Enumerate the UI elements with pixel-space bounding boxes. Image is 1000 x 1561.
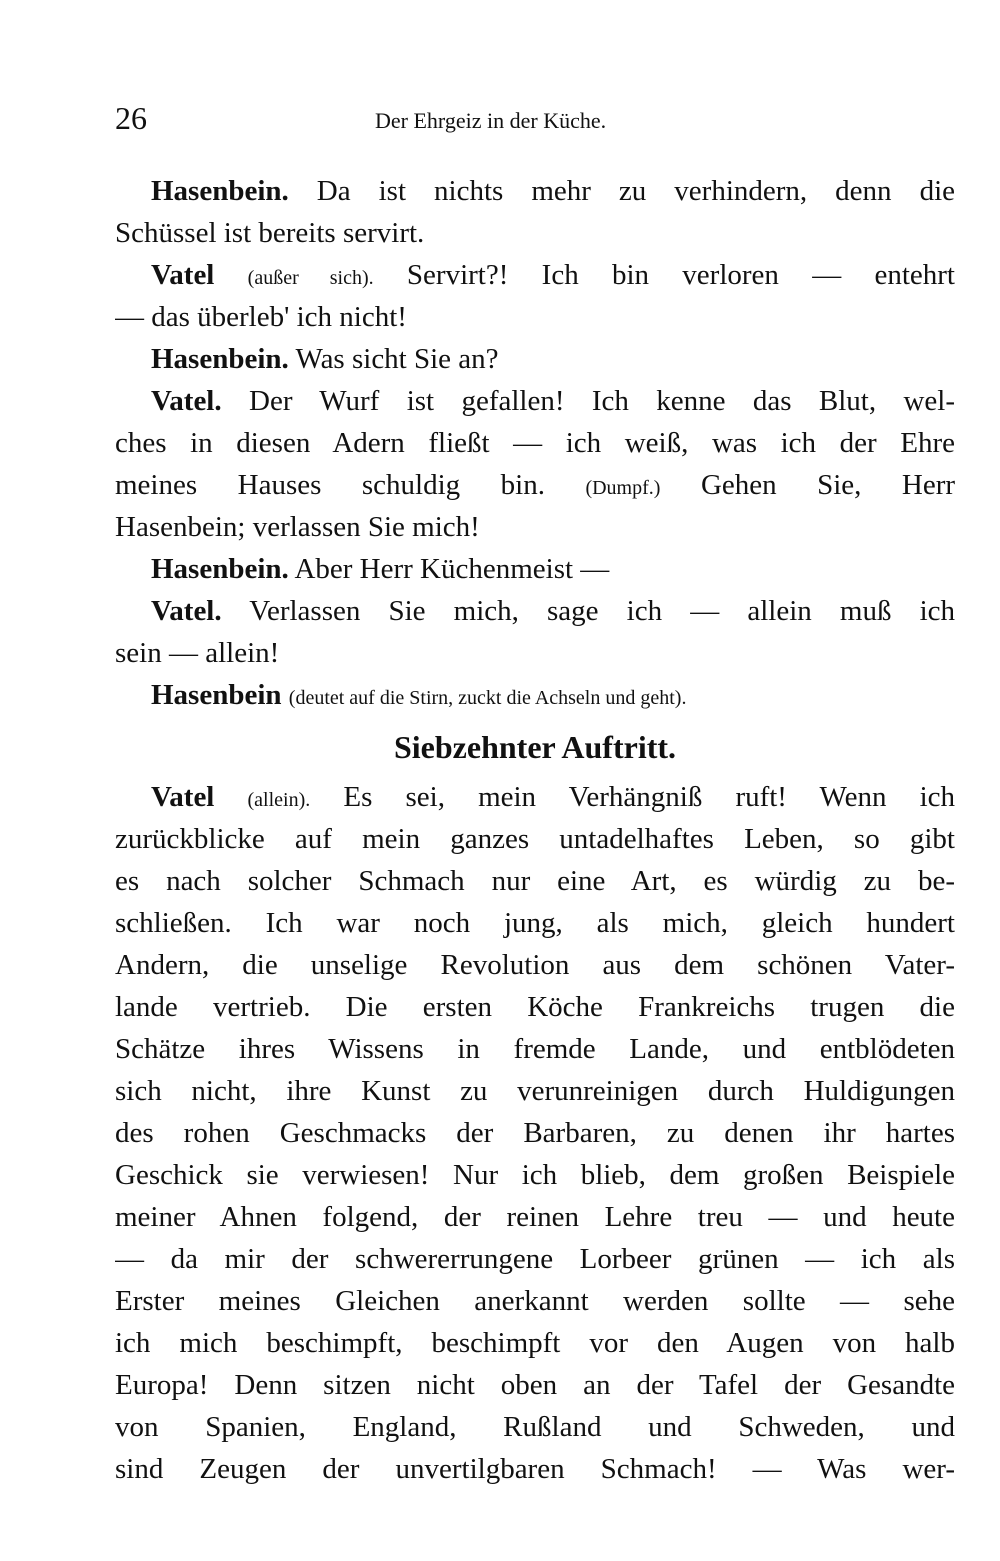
text-line bbox=[115, 1070, 955, 1112]
line-text: Was sicht Sie an? bbox=[295, 343, 499, 375]
speaker-name: Hasenbein. bbox=[151, 553, 289, 585]
line-text: meines Hauses schuldig bin. bbox=[115, 469, 545, 501]
text-line bbox=[115, 1406, 955, 1448]
text-line bbox=[115, 464, 955, 506]
line-text: Geschick sie verwiesen! Nur ich blieb, dem großen Beispiele bbox=[115, 1159, 955, 1191]
line-text: zurückblicke auf mein ganzes untadelhaftes Leben, so gibt bbox=[115, 823, 955, 855]
text-line bbox=[115, 1112, 955, 1154]
text-line bbox=[115, 1154, 955, 1196]
line-text: Es sei, mein Verhängniß ruft! Wenn ich bbox=[343, 781, 955, 813]
stage-direction: (deutet auf die Stirn, zuckt die Achseln und geht). bbox=[288, 687, 687, 709]
text-line bbox=[115, 986, 955, 1028]
text-line bbox=[115, 944, 955, 986]
speaker-name: Hasenbein. bbox=[151, 343, 289, 375]
line-text: Der Wurf ist gefallen! Ich kenne das Blut, wel- bbox=[249, 385, 955, 417]
line-text: Gehen Sie, Herr bbox=[700, 469, 955, 501]
text-line bbox=[115, 422, 955, 464]
speaker-name: Hasenbein bbox=[151, 679, 282, 711]
text-line bbox=[115, 776, 955, 818]
line-text: Aber Herr Küchenmeist — bbox=[294, 553, 610, 585]
line-text: ches in diesen Adern fließt — ich weiß, was ich der Ehre bbox=[115, 427, 955, 459]
line-text: sind Zeugen der unvertilgbaren Schmach! — Was wer- bbox=[115, 1453, 955, 1485]
text-line bbox=[115, 590, 955, 632]
speaker-name: Vatel. bbox=[151, 385, 222, 417]
line-text: Europa! Denn sitzen nicht oben an der Tafel der Gesandte bbox=[115, 1369, 955, 1401]
line-text: meiner Ahnen folgend, der reinen Lehre treu — und heute bbox=[115, 1201, 955, 1233]
page-header bbox=[115, 100, 955, 148]
text-line bbox=[115, 254, 955, 296]
text-line bbox=[115, 632, 955, 674]
line-text: Andern, die unselige Revolution aus dem schönen Vater- bbox=[115, 949, 955, 981]
line-text: Da ist nichts mehr zu verhindern, denn die bbox=[316, 175, 955, 207]
line-text: — da mir der schwererrungene Lorbeer grünen — ich als bbox=[115, 1243, 955, 1275]
text-line bbox=[115, 170, 955, 212]
line-text: des rohen Geschmacks der Barbaren, zu denen ihr hartes bbox=[115, 1117, 955, 1149]
line-text: schließen. Ich war noch jung, als mich, gleich hundert bbox=[115, 907, 955, 939]
text-line bbox=[115, 1238, 955, 1280]
line-text: Erster meines Gleichen anerkannt werden sollte — sehe bbox=[115, 1285, 955, 1317]
stage-direction: (außer sich). bbox=[247, 267, 374, 289]
text-line bbox=[115, 212, 955, 254]
text-line bbox=[115, 1322, 955, 1364]
line-text: Schüssel ist bereits servirt. bbox=[115, 217, 425, 249]
text-line bbox=[115, 506, 955, 548]
stage-direction: (allein). bbox=[247, 789, 311, 811]
speaker-name: Vatel bbox=[151, 781, 215, 813]
stage-direction: (Dumpf.) bbox=[585, 477, 661, 499]
text-line bbox=[115, 902, 955, 944]
book-page bbox=[115, 100, 955, 1490]
line-text: Servirt?! Ich bin verloren — entehrt bbox=[406, 259, 955, 291]
text-line bbox=[115, 1028, 955, 1070]
text-line bbox=[115, 296, 955, 338]
page-number: 26 bbox=[115, 100, 147, 136]
running-title: Der Ehrgeiz in der Küche. bbox=[375, 108, 607, 133]
line-text: Hasenbein; verlassen Sie mich! bbox=[115, 511, 480, 543]
text-line bbox=[115, 818, 955, 860]
line-text: ich mich beschimpft, beschimpft vor den Augen von halb bbox=[115, 1327, 955, 1359]
text-line bbox=[115, 1196, 955, 1238]
line-text: es nach solcher Schmach nur eine Art, es würdig zu be- bbox=[115, 865, 955, 897]
line-text: sein — allein! bbox=[115, 637, 280, 669]
line-text: — das überleb' ich nicht! bbox=[115, 301, 407, 333]
speaker-name: Vatel. bbox=[151, 595, 222, 627]
text-line bbox=[115, 674, 955, 716]
text-line bbox=[115, 380, 955, 422]
line-text: von Spanien, England, Rußland und Schweden, und bbox=[115, 1411, 955, 1443]
text-line bbox=[115, 860, 955, 902]
text-line bbox=[115, 548, 955, 590]
section-heading: Siebzehnter Auftritt. bbox=[393, 729, 677, 765]
text-line bbox=[115, 1364, 955, 1406]
line-text: Verlassen Sie mich, sage ich — allein muß ich bbox=[249, 595, 955, 627]
line-text: sich nicht, ihre Kunst zu verunreinigen durch Huldigungen bbox=[115, 1075, 955, 1107]
speaker-name: Vatel bbox=[151, 259, 215, 291]
speaker-name: Hasenbein. bbox=[151, 175, 289, 207]
scene-before bbox=[115, 170, 955, 716]
line-text: lande vertrieb. Die ersten Köche Frankreichs trugen die bbox=[115, 991, 955, 1023]
scene-after bbox=[115, 776, 955, 1490]
line-text: Schätze ihres Wissens in fremde Lande, und entblödeten bbox=[115, 1033, 955, 1065]
text-line bbox=[115, 338, 955, 380]
text-line bbox=[115, 1448, 955, 1490]
text-line bbox=[115, 1280, 955, 1322]
